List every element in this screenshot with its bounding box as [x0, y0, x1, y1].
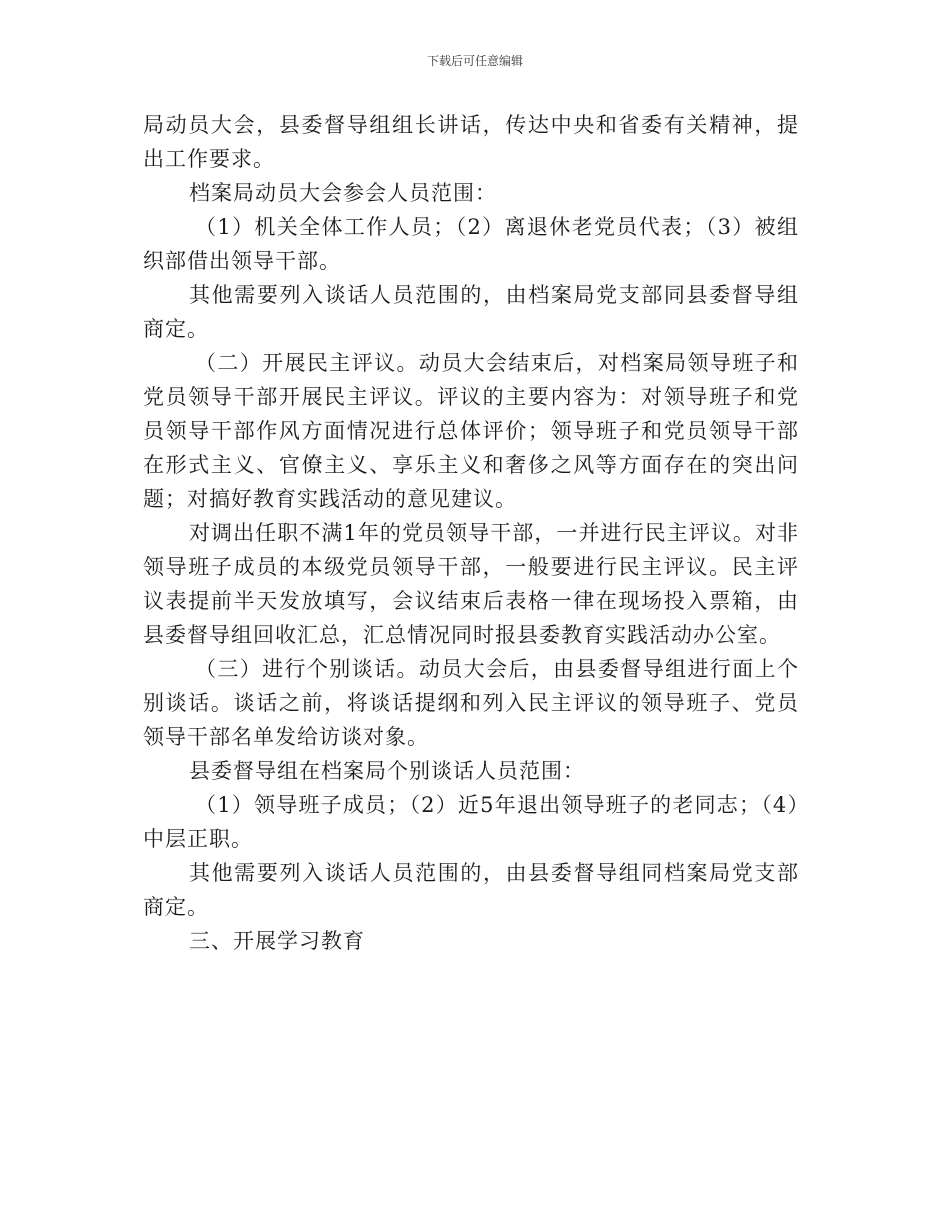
document-body	[143, 108, 799, 958]
paragraph-9: （1）领导班子成员；（2）近5年退出领导班子的老同志；（4）中层正职。	[143, 793, 799, 851]
paragraph-8: 县委督导组在档案局个别谈话人员范围：	[189, 759, 585, 783]
paragraph-3: （1）机关全体工作人员；（2）离退休老党员代表；（3）被组织部借出领导干部。	[143, 215, 799, 273]
paragraph-7: （三）进行个别谈话。动员大会后，由县委督导组进行面上个别谈话。谈话之前，将谈话提纲和列入民主评议的领导班子、党员领导干部名单发给访谈对象。	[143, 657, 799, 749]
paragraph-1: 局动员大会，县委督导组组长讲话，传达中央和省委有关精神，提出工作要求。	[143, 113, 799, 171]
paragraph-5: （二）开展民主评议。动员大会结束后，对档案局领导班子和党员领导干部开展民主评议。评议的主要内容为：对领导班子和党员领导干部作风方面情况进行总体评价；领导班子和党员领导干部在形式主义、官僚主义、享乐主义和奢侈之风等方面存在的突出问题；对搞好教育实践活动的意见建议。	[143, 351, 799, 511]
paragraph-6: 对调出任职不满1年的党员领导干部，一并进行民主评议。对非领导班子成员的本级党员领导干部，一般要进行民主评议。民主评议表提前半天发放填写，会议结束后表格一律在现场投入票箱，由县委督导组回收汇总，汇总情况同时报县委教育实践活动办公室。	[143, 521, 799, 647]
section-heading: 三、开展学习教育	[189, 929, 365, 953]
paragraph-10: 其他需要列入谈话人员范围的，由县委督导组同档案局党支部商定。	[143, 861, 799, 919]
page-header: 下载后可任意编辑	[426, 54, 523, 68]
paragraph-2: 档案局动员大会参会人员范围：	[189, 181, 497, 205]
paragraph-4: 其他需要列入谈话人员范围的，由档案局党支部同县委督导组商定。	[143, 283, 799, 341]
